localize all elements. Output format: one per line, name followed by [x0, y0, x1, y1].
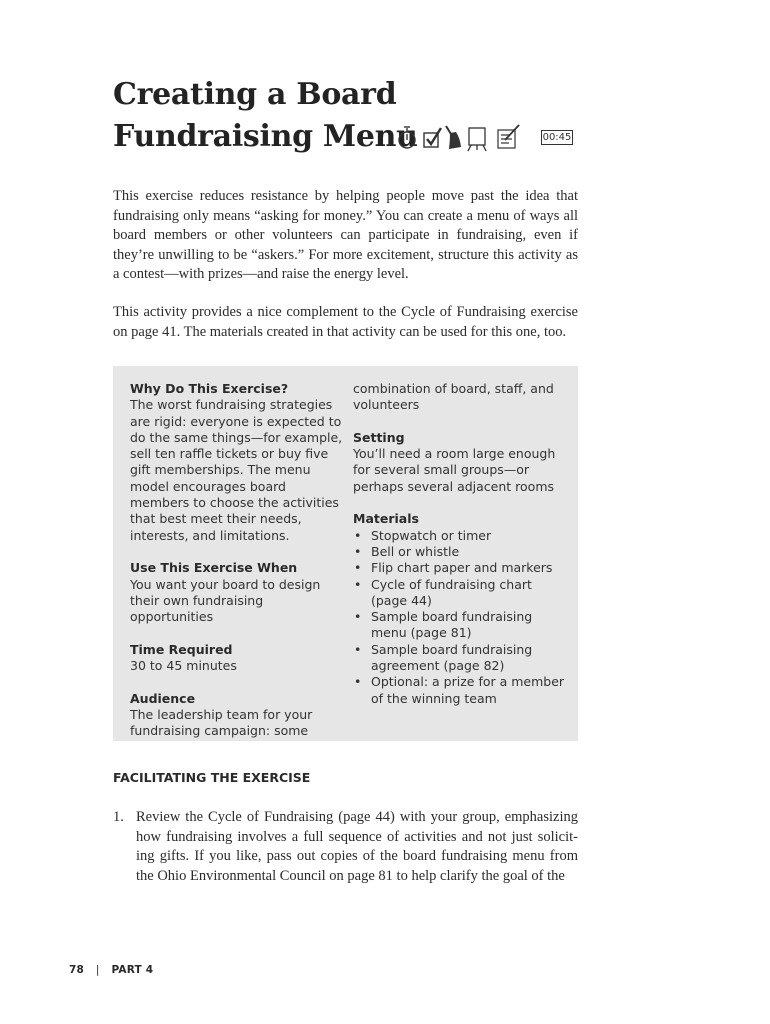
- info-box-left-column: [130, 381, 345, 740]
- materials-item: • Flip chart paper and markers: [353, 560, 568, 576]
- when-section: [130, 560, 345, 625]
- materials-heading: Materials: [353, 511, 419, 527]
- section-heading: FACILITATING THE EXERCISE: [113, 770, 311, 785]
- steps-list: [113, 808, 578, 886]
- intro-paragraph-2: This activity provides a nice complement to the Cycle of Fundraising exercise on page 41. The materials created in that activity can be used for this one, too.: [113, 304, 578, 340]
- audience-section: [130, 691, 345, 740]
- materials-list: [353, 528, 568, 707]
- materials-item: • Optional: a prize for a member of the winning team: [353, 674, 568, 707]
- setting-section: [353, 430, 568, 495]
- audience-body-continued: combination of board, staff, and volunteers: [353, 381, 554, 413]
- page-footer: [69, 964, 153, 976]
- time-body: 30 to 45 minutes: [130, 658, 237, 674]
- page-title: [113, 74, 418, 158]
- info-box-right-column: [353, 381, 568, 707]
- setting-heading: Setting: [353, 429, 405, 445]
- exercise-info-box: [113, 366, 578, 741]
- materials-item: • Sample board fundraising agreement (page 82): [353, 642, 568, 675]
- worksheet-icon: [498, 125, 519, 148]
- audience-body: The leadership team for your fundraising campaign: some: [130, 706, 313, 739]
- when-heading: Use This Exercise When: [130, 560, 298, 576]
- bell-icon: [446, 126, 461, 149]
- step-number: 1.: [113, 809, 124, 825]
- audience-continued: [353, 381, 568, 414]
- section-label: PART 4: [111, 964, 154, 976]
- footer-separator: |: [95, 964, 100, 976]
- flip-chart-icon: [468, 128, 486, 151]
- when-body: You want your board to design their own fundraising opportunities: [130, 576, 321, 625]
- why-section: [130, 381, 345, 544]
- step-item: [113, 808, 578, 886]
- title-line-1: Creating a Board: [113, 77, 397, 112]
- icon-strip: [395, 116, 535, 152]
- title-line-2: Fundraising Menu: [113, 119, 418, 154]
- stopwatch-icon: [399, 127, 415, 148]
- checkbox-icon: [424, 128, 441, 147]
- timer-icon: 00:45: [542, 132, 572, 143]
- why-heading: Why Do This Exercise?: [130, 381, 289, 396]
- page-number: 78: [69, 964, 85, 976]
- materials-item: • Sample board fundraising menu (page 81): [353, 609, 568, 642]
- materials-item: • Stopwatch or timer: [353, 528, 568, 544]
- intro-paragraph-1: This exercise reduces resistance by helping people move past the idea that fundraising only means “asking for money.” You can create a menu of ways all board members or other volunteers can participate in fundraising, even if they’re unwilling to be “askers.” For more excitement, structure this activity as a contest—with prizes—and raise the energy level.: [113, 188, 578, 282]
- materials-item: • Bell or whistle: [353, 544, 568, 560]
- activity-icons: [395, 116, 580, 152]
- materials-item: • Cycle of fundraising chart (page 44): [353, 577, 568, 610]
- audience-heading: Audience: [130, 690, 196, 706]
- step-text: Review the Cycle of Fundraising (page 44) with your group, emphasizing how fundraising involves a full sequence of activities and not just solicit-ing gifts. If you like, pass out copies of the board fundraising menu from the Ohio Environmental Council on page 81 to help clarify the goal of the: [136, 809, 578, 884]
- time-heading: Time Required: [130, 641, 233, 657]
- setting-body: You’ll need a room large enough for several small groups—or perhaps several adjacent rooms: [353, 446, 556, 494]
- time-section: [130, 642, 345, 675]
- materials-section: [353, 511, 568, 707]
- why-body: The worst fundraising strategies are rigid: everyone is expected to do the same things—for example, sell ten raffle tickets or buy five gift memberships. The menu model encourages board members to choose the activities that best meet their needs, interests, and limitations.: [130, 397, 343, 543]
